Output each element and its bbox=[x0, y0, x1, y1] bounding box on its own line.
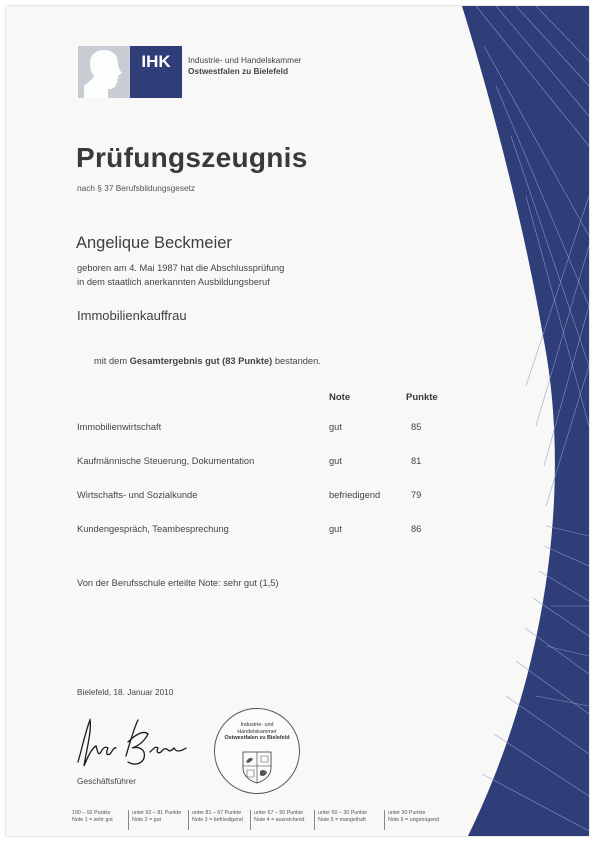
table-row bbox=[77, 490, 457, 504]
scale-range: unter 50 – 30 Punkte bbox=[318, 810, 368, 816]
certificate-title: Prüfungszeugnis bbox=[76, 142, 308, 173]
row-subject: Kundengespräch, Teambesprechung bbox=[77, 524, 229, 534]
seal-line-3: Ostwestfalen zu Bielefeld bbox=[224, 735, 290, 742]
scale-entry bbox=[72, 810, 113, 830]
scale-entry bbox=[188, 810, 243, 830]
scale-note: Note 3 = befriedigend bbox=[192, 817, 243, 823]
row-note: gut bbox=[329, 422, 342, 432]
scale-range: unter 92 – 81 Punkte bbox=[132, 810, 182, 816]
logo-text: IHK bbox=[130, 46, 182, 98]
column-header-points: Punkte bbox=[406, 392, 438, 403]
scale-note: Note 5 = mangelhaft bbox=[318, 817, 366, 823]
scale-entry bbox=[384, 810, 439, 830]
profession: Immobilienkauffrau bbox=[77, 308, 187, 323]
row-points: 85 bbox=[411, 422, 422, 432]
ihk-logo bbox=[78, 46, 182, 98]
table-row bbox=[77, 422, 457, 436]
certificate-subtitle: nach § 37 Berufsbildungsgesetz bbox=[77, 183, 196, 193]
row-note: gut bbox=[329, 456, 342, 466]
row-subject: Kaufmännische Steuerung, Dokumentation bbox=[77, 456, 255, 466]
candidate-name: Angelique Beckmeier bbox=[76, 234, 232, 252]
scale-note: Note 6 = ungenügend bbox=[388, 817, 440, 823]
birth-line-1: geboren am 4. Mai 1987 hat die Abschlussprüfung bbox=[77, 263, 285, 273]
signature bbox=[68, 712, 208, 772]
result-total: Gesamtergebnis gut (83 Punkte) bbox=[129, 356, 273, 366]
overall-result bbox=[94, 356, 321, 366]
scale-entry bbox=[250, 810, 305, 830]
result-suffix: bestanden. bbox=[274, 356, 321, 366]
row-note: befriedigend bbox=[329, 490, 381, 500]
seal-line-1: Industrie- und bbox=[240, 722, 274, 728]
seal-text bbox=[215, 722, 299, 742]
place-date: Bielefeld, 18. Januar 2010 bbox=[77, 687, 174, 697]
row-subject: Immobilienwirtschaft bbox=[77, 422, 162, 432]
profile-head-icon bbox=[78, 46, 130, 98]
scale-note: Note 2 = gut bbox=[132, 817, 162, 823]
scale-range: unter 30 Punkte bbox=[388, 810, 426, 816]
table-row bbox=[77, 524, 457, 538]
row-points: 86 bbox=[411, 524, 422, 534]
birth-line-2: in dem staatlich anerkannten Ausbildungsberuf bbox=[77, 277, 270, 287]
organization-name-line1: Industrie- und Handelskammer bbox=[188, 55, 302, 65]
organization-name-line2: Ostwestfalen zu Bielefeld bbox=[188, 66, 289, 76]
official-seal bbox=[214, 708, 300, 794]
scale-range: unter 67 – 50 Punkte bbox=[254, 810, 304, 816]
scale-note: Note 4 = ausreichend bbox=[254, 817, 305, 823]
row-points: 79 bbox=[411, 490, 422, 500]
table-row bbox=[77, 456, 457, 470]
column-header-note: Note bbox=[329, 392, 351, 403]
certificate-paper bbox=[6, 6, 589, 836]
school-grade: Von der Berufsschule erteilte Note: sehr gut (1,5) bbox=[77, 578, 279, 588]
scale-entry bbox=[314, 810, 367, 830]
organization-name bbox=[188, 55, 301, 77]
scale-range: unter 81 – 67 Punkte bbox=[192, 810, 242, 816]
row-points: 81 bbox=[411, 456, 422, 466]
row-note: gut bbox=[329, 524, 342, 534]
signer-role: Geschäftsführer bbox=[77, 776, 137, 786]
coat-of-arms-icon bbox=[241, 750, 273, 784]
row-subject: Wirtschafts- und Sozialkunde bbox=[77, 490, 198, 500]
result-prefix: mit dem bbox=[94, 356, 128, 366]
birth-info bbox=[77, 261, 284, 289]
scale-range: 100 – 92 Punkte bbox=[72, 810, 111, 816]
scale-note: Note 1 = sehr gut bbox=[72, 817, 113, 823]
scale-entry bbox=[128, 810, 181, 830]
seal-line-2: Handelskammer bbox=[237, 728, 277, 735]
